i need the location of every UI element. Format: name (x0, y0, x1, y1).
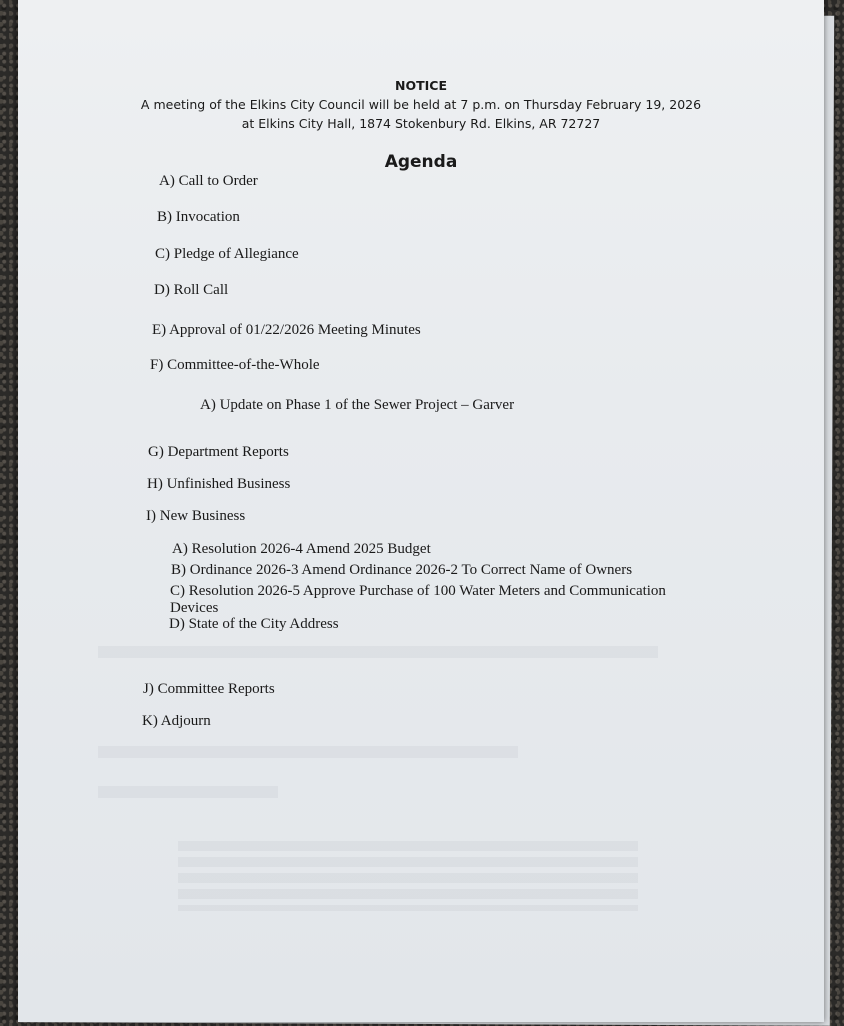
notice-line-1: A meeting of the Elkins City Council will be held at 7 p.m. on Thursday February 19, 2026 (140, 97, 702, 112)
agenda-item-committee-reports: J) Committee Reports (143, 681, 275, 697)
agenda-item-new-business: I) New Business (146, 508, 246, 524)
agenda-item-committee-of-the-whole: F) Committee-of-the-Whole (150, 357, 320, 373)
agenda-item-pledge: C) Pledge of Allegiance (155, 246, 299, 262)
agenda-item-invocation: B) Invocation (157, 209, 240, 225)
new-business-item-b: B) Ordinance 2026-3 Amend Ordinance 2026-2 To Correct Name of Owners (171, 562, 633, 578)
new-business-item-a: A) Resolution 2026-4 Amend 2025 Budget (172, 541, 431, 557)
agenda-page (18, 0, 824, 1022)
agenda-item-roll-call: D) Roll Call (154, 282, 229, 298)
committee-subitem-sewer: A) Update on Phase 1 of the Sewer Project – Garver (200, 397, 515, 413)
agenda-item-department-reports: G) Department Reports (148, 444, 289, 460)
show-through-list (178, 841, 638, 911)
show-through-text (98, 646, 658, 658)
show-through-text (98, 786, 278, 798)
agenda-item-approval-minutes: E) Approval of 01/22/2026 Meeting Minutes (152, 322, 421, 338)
notice-title: NOTICE (395, 78, 447, 93)
agenda-item-unfinished-business: H) Unfinished Business (147, 476, 291, 492)
agenda-item-adjourn: K) Adjourn (142, 713, 211, 729)
new-business-item-c: C) Resolution 2026-5 Approve Purchase of 100 Water Meters and Communication Devices (170, 583, 666, 616)
agenda-title: Agenda (384, 152, 458, 172)
agenda-item-call-to-order: A) Call to Order (159, 173, 258, 189)
show-through-text (98, 746, 518, 758)
notice-header (18, 76, 824, 133)
notice-line-2: at Elkins City Hall, 1874 Stokenbury Rd. Elkins, AR 72727 (241, 116, 601, 131)
new-business-item-d: D) State of the City Address (169, 616, 339, 632)
